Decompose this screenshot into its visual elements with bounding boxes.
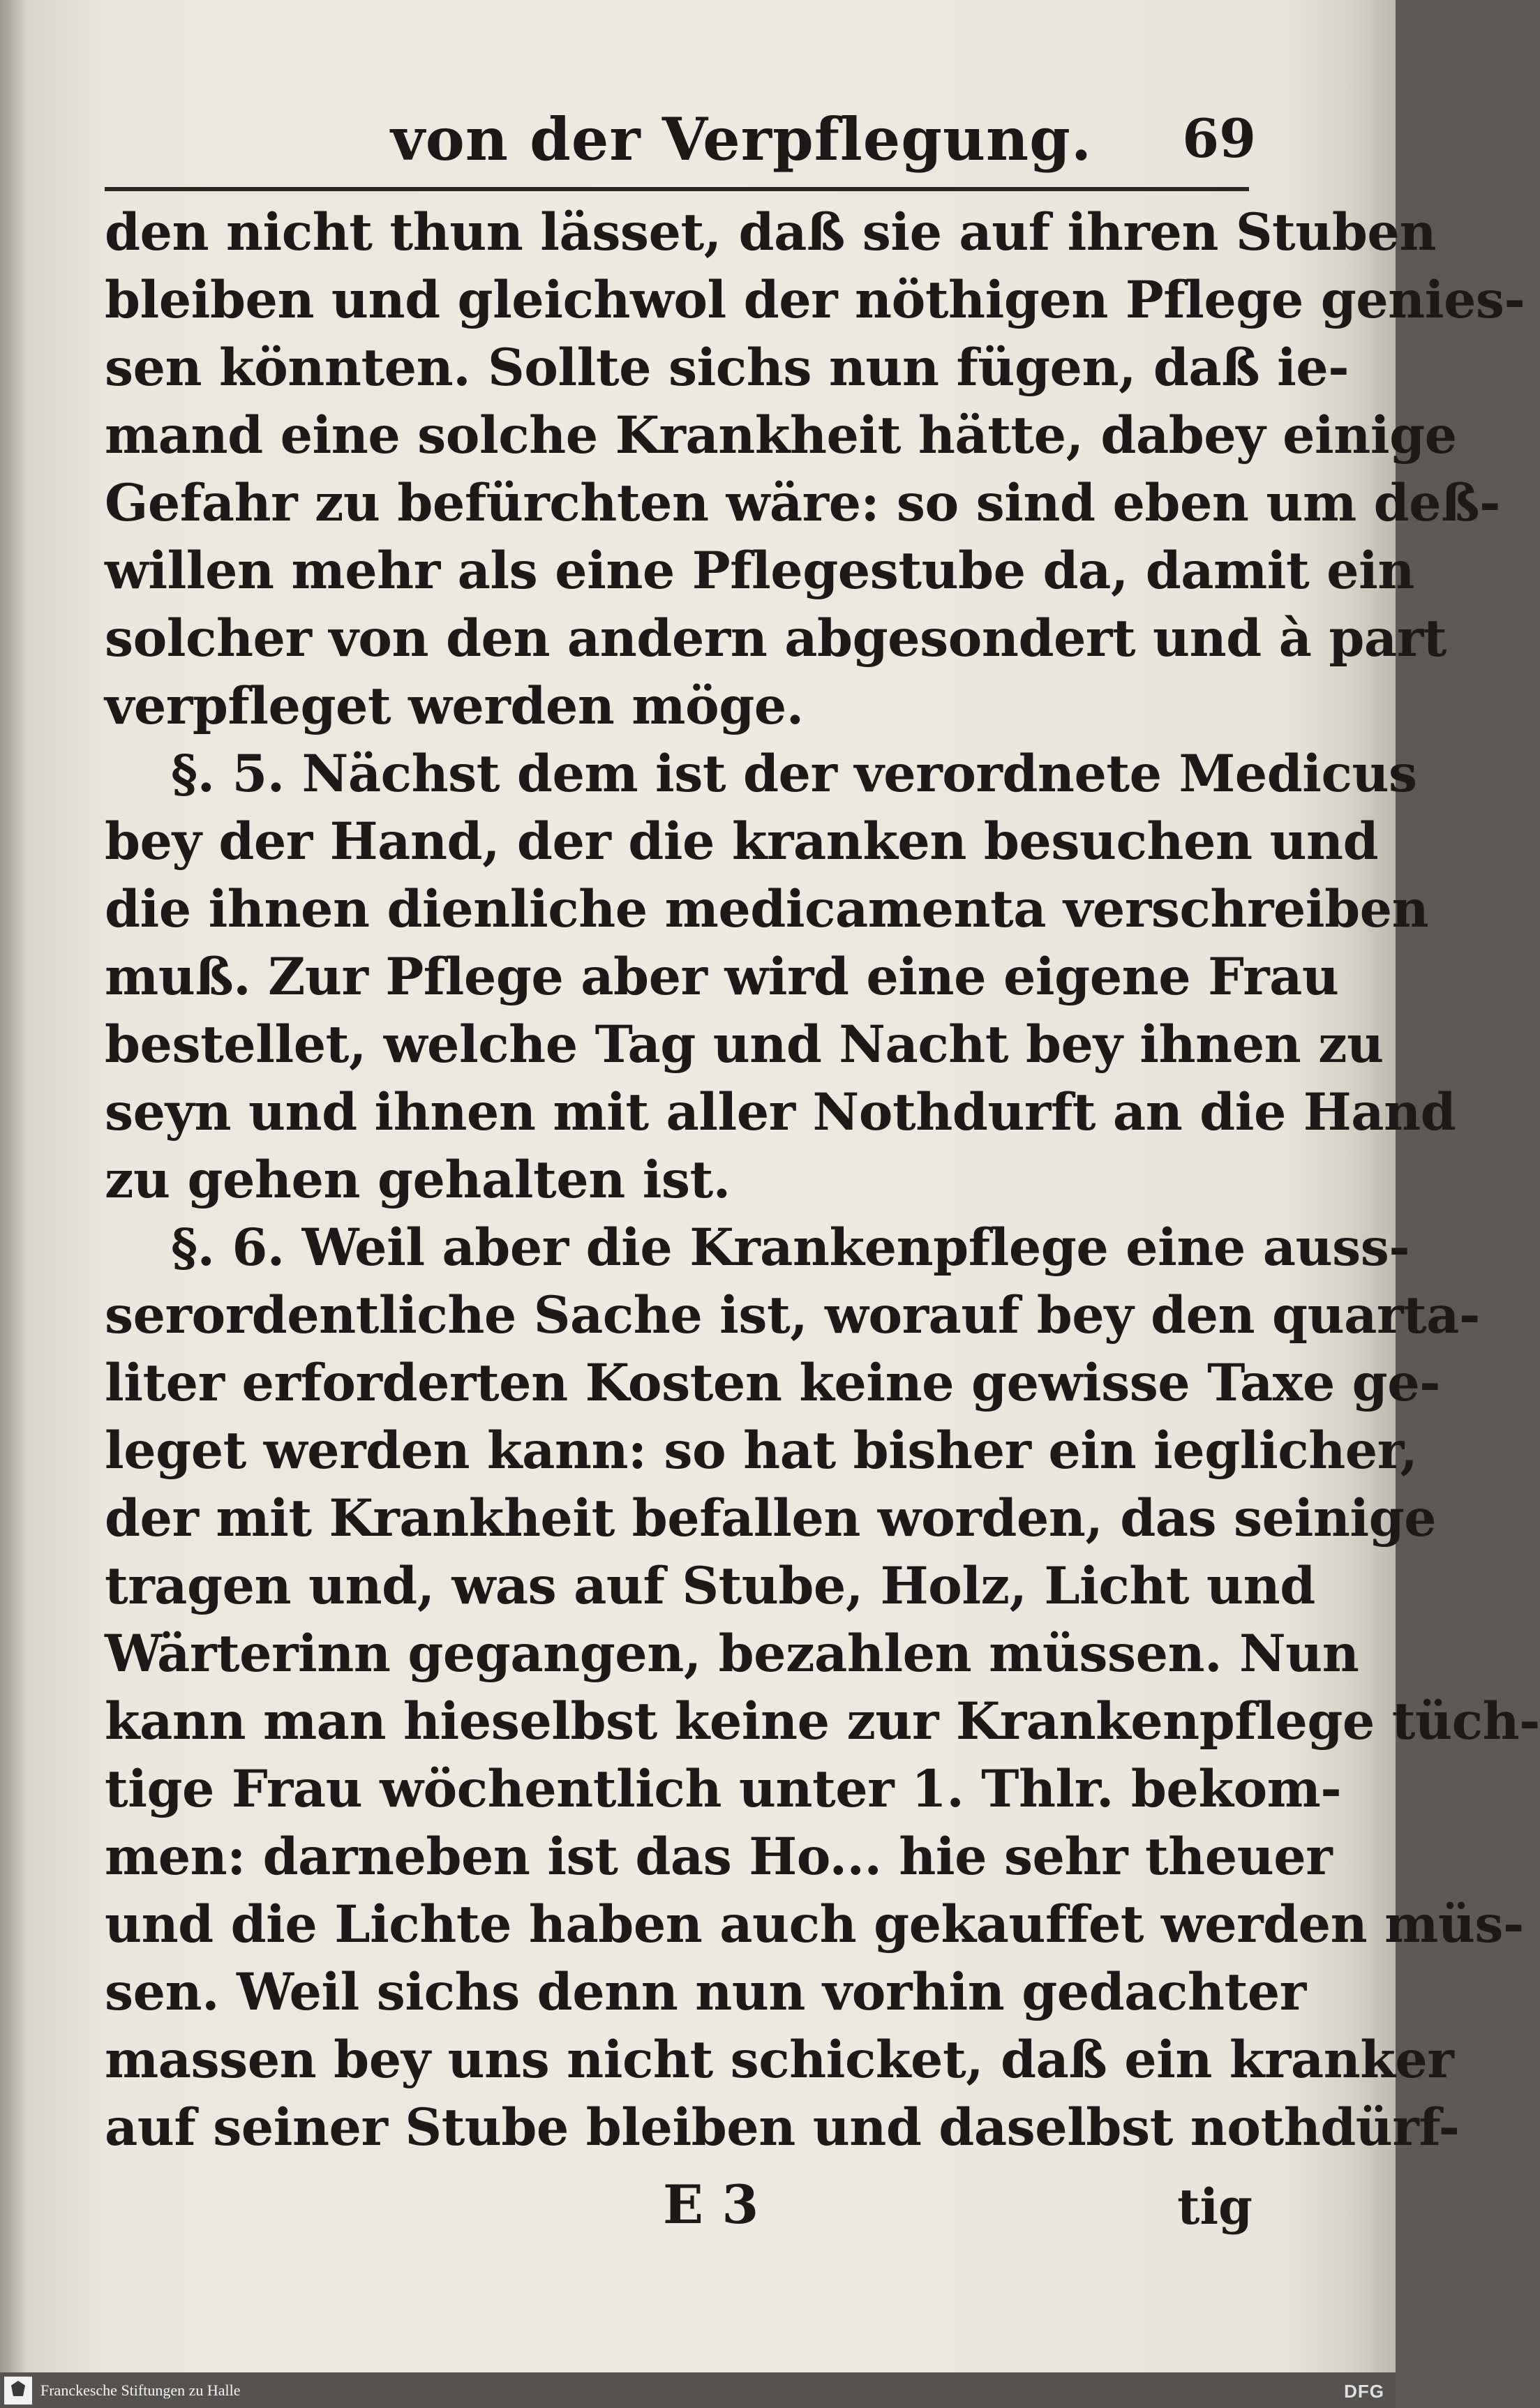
text-line: auf seiner Stube bleiben und daselbst nothdürf- (105, 2097, 1460, 2158)
text-line: sen. Weil sichs denn nun vorhin gedachter (105, 1962, 1306, 2022)
page-header (105, 105, 1256, 181)
text-line: bestellet, welche Tag und Nacht bey ihnen zu (105, 1015, 1384, 1075)
text-line: bey der Hand, der die kranken besuchen und (105, 812, 1379, 872)
viewer-footer-bar (0, 2372, 1396, 2408)
dfg-logo[interactable]: DFG (1344, 2381, 1384, 2402)
text-line: massen bey uns nicht schicket, daß ein kranker (105, 2030, 1454, 2090)
text-line: verpfleget werden möge. (105, 676, 804, 736)
text-line: Wärterinn gegangen, bezahlen müssen. Nun (105, 1624, 1359, 1684)
text-line: men: darneben ist das Ho... hie sehr theuer (105, 1827, 1333, 1887)
text-line: kann man hieselbst keine zur Krankenpflege tüch- (105, 1691, 1540, 1751)
text-line: sen könnten. Sollte sichs nun fügen, daß ie- (105, 338, 1350, 398)
text-line: solcher von den andern abgesondert und à part (105, 608, 1446, 668)
catchword: tig (1177, 2178, 1253, 2236)
page-footer (105, 2174, 1253, 2257)
text-line: leget werden kann: so hat bisher ein ieglicher, (105, 1421, 1418, 1481)
text-line: den nicht thun lässet, daß sie auf ihren Stuben (105, 202, 1436, 262)
text-line: der mit Krankheit befallen worden, das seinige (105, 1488, 1437, 1548)
text-line: Gefahr zu befürchten wäre: so sind eben um deß- (105, 473, 1500, 533)
text-line: tige Frau wöchentlich unter 1. Thlr. bekom- (105, 1759, 1342, 1819)
text-line: seyn und ihnen mit aller Nothdurft an die Hand (105, 1082, 1456, 1142)
running-title: von der Verpflegung. (391, 105, 1093, 174)
header-rule (105, 187, 1249, 191)
text-line: und die Lichte haben auch gekauffet werden müs- (105, 1894, 1524, 1954)
paragraph-start: §. 5. Nächst dem ist der verordnete Medicus (171, 744, 1417, 804)
paragraph-start: §. 6. Weil aber die Krankenpflege eine auss- (171, 1218, 1410, 1278)
text-line: liter erforderten Kosten keine gewisse Taxe ge- (105, 1353, 1440, 1413)
body-text (105, 199, 1540, 2162)
institution-emblem-icon (11, 2381, 25, 2396)
text-line: mand eine solche Krankheit hätte, dabey einige (105, 405, 1457, 465)
institution-name[interactable]: Franckesche Stiftungen zu Halle (40, 2381, 241, 2399)
text-line: zu gehen gehalten ist. (105, 1150, 731, 1210)
text-line: tragen und, was auf Stube, Holz, Licht und (105, 1556, 1315, 1616)
signature-mark: E 3 (663, 2174, 759, 2236)
text-line: die ihnen dienliche medicamenta verschreiben (105, 879, 1429, 939)
text-line: serordentliche Sache ist, worauf bey den quarta- (105, 1285, 1480, 1345)
institution-logo-icon[interactable] (4, 2377, 32, 2405)
text-line: willen mehr als eine Pflegestube da, damit ein (105, 541, 1414, 601)
text-line: bleiben und gleichwol der nöthigen Pflege genies- (105, 270, 1525, 330)
page-number: 69 (1182, 107, 1256, 170)
text-line: muß. Zur Pflege aber wird eine eigene Frau (105, 947, 1339, 1007)
